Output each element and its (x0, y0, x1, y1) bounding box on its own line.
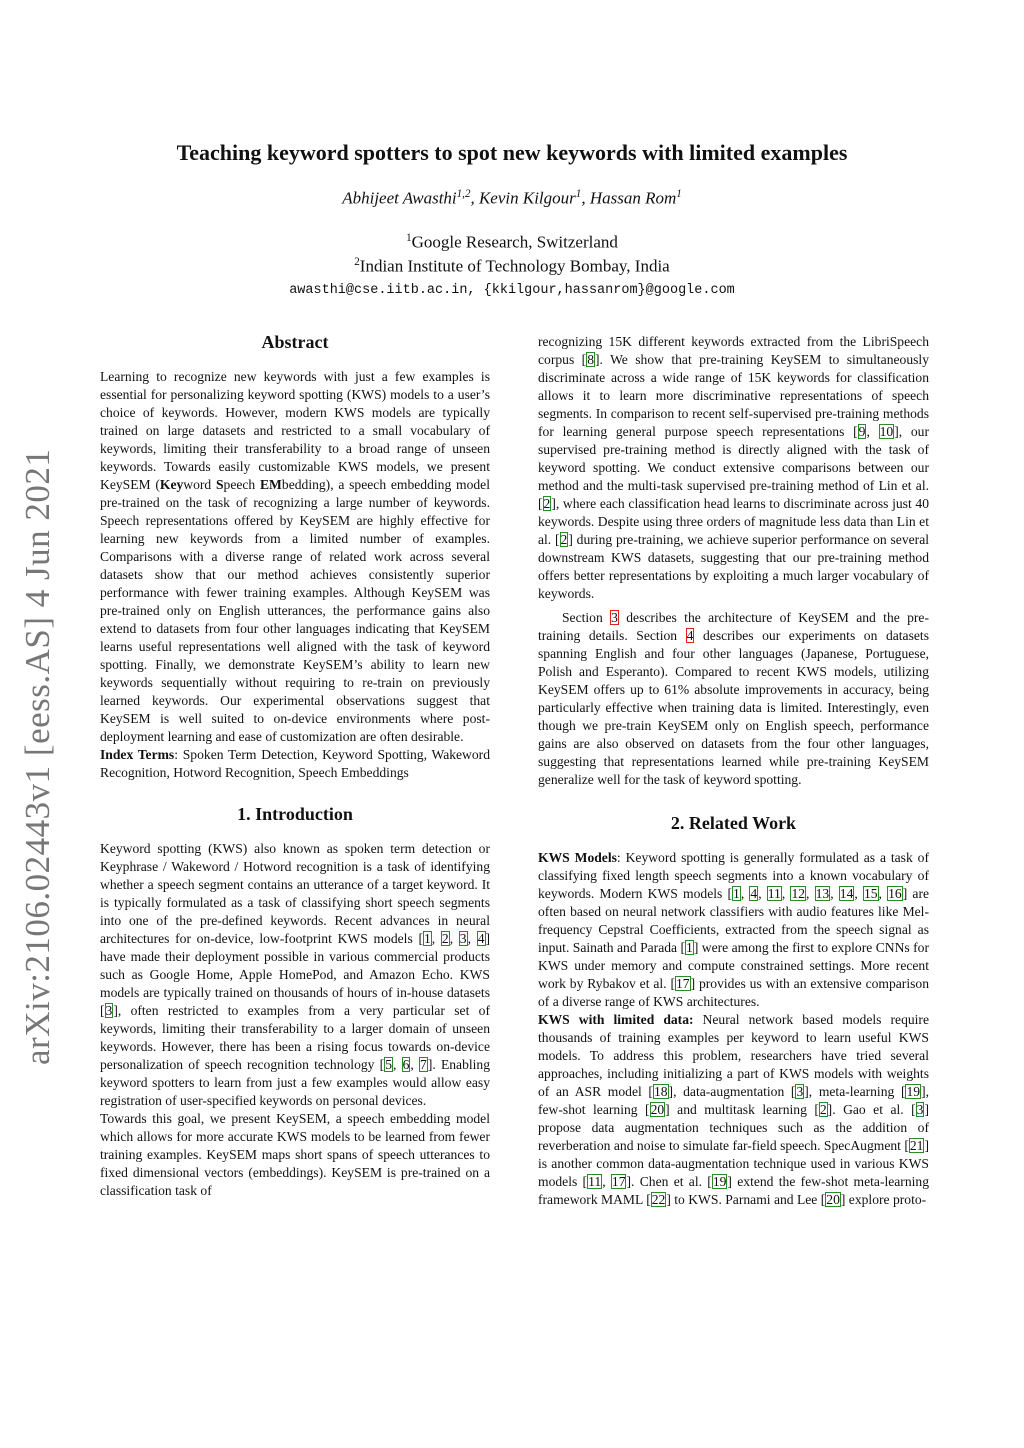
citation-link[interactable]: 12 (791, 886, 806, 901)
citation-link[interactable]: 4 (477, 931, 485, 946)
separator: , (470, 188, 479, 208)
citation-link[interactable]: 11 (588, 1174, 602, 1189)
citation-link[interactable]: 9 (858, 424, 866, 439)
affiliation-2 (0, 256, 1024, 277)
citation-link[interactable]: 3 (916, 1102, 924, 1117)
citation-link[interactable]: 11 (767, 886, 781, 901)
index-terms: Index Terms: Spoken Term Detection, Keyword Spotting, Wakeword Recognition, Hotword Recognition, Speech Embeddings (100, 747, 490, 780)
paper-title: Teaching keyword spotters to spot new keywords with limited examples (176, 140, 848, 165)
left-column (100, 330, 490, 1200)
citation-link[interactable]: 17 (675, 976, 690, 991)
introduction-heading: 1. Introduction (237, 804, 353, 824)
separator: , (581, 188, 590, 208)
intro-paragraph-4: Section 3 describes the architecture of KeySEM and the pre-training details. Section 4 describes our experiments on datasets spanning English and four other languages (Japanese, Portuguese, Polish and Esperanto). Compared to recent KWS models, utilizing KeySEM offers up to 61% absolute improvements in accuracy, being particularly effective when training data is limited. Interestingly, even though we pre-train KeySEM only on English speech, performance gains are also observed on datasets from the four other languages, suggesting that representations learned while pre-training KeySEM generalize well for the task of keyword spotting. (538, 610, 929, 787)
intro-paragraph-1: Keyword spotting (KWS) also known as spoken term detection or Keyphrase / Wakeword / Hotword recognition is a task of identifying whether a speech segment contains an utterance of a target keyword. It is typically formulated as a task of classifying short speech segments into one of the pre-defined keywords. Recent advances in neural architectures for on-device, low-footprint KWS models [1, 2, 3, 4] have made their deployment possible in various commercial products such as Google Home, Apple HomePod, and Amazon Echo. KWS models are typically trained on thousands of hours of in-house datasets [3], often restricted to examples from a very particular set of keywords, limiting their transferability to a larger domain of unseen keywords. However, there has been a rising focus towards on-device personalization of speech recognition technology [5, 6, 7]. Enabling keyword spotters to learn from just a few examples would allow easy registration of user-specified keywords on personal devices. (100, 841, 491, 1108)
affil-text: Google Research, Switzerland (411, 232, 618, 252)
citation-link[interactable]: 1 (423, 931, 431, 946)
affiliation-1 (0, 232, 1024, 253)
author-name: Hassan Rom (589, 188, 677, 208)
abstract-text: Learning to recognize new keywords with just a few examples is essential for personalizing keyword spotting (KWS) models to a user’s choice of keywords. However, modern KWS models are typically trained on large datasets and restricted to a small vocabulary of keywords, limiting their transferability to a broad range of unseen keywords. Towards easily customizable KWS models, we present KeySEM (Keyword Speech EMbedding), a speech embedding model pre-trained on the task of recognizing a large number of keywords. Speech representations offered by KeySEM are highly effective for learning new keywords from a limited number of examples. Comparisons with a diverse range of related work across several datasets show that our method achieves consistently superior performance with fewer training examples. Although KeySEM was pre-trained only on English utterances, the performance gains also extend to datasets from four other languages indicating that KeySEM learns useful representations well aligned with the task of keyword spotting. Finally, we demonstrate KeySEM’s ability to learn new keywords sequentially without requiring to re-train on previously learned keywords. Our experimental observations suggest that KeySEM is well suited to on-device environments where post-deployment learning and ease of customization are often desirable. (100, 369, 490, 744)
citation-link[interactable]: 17 (611, 1174, 626, 1189)
citation-link[interactable]: 3 (796, 1084, 804, 1099)
citation-link[interactable]: 3 (105, 1003, 113, 1018)
citation-link[interactable]: 5 (385, 1057, 392, 1072)
citation-link[interactable]: 13 (815, 886, 830, 901)
citation-link[interactable]: 1 (686, 940, 693, 955)
citation-link[interactable]: 2 (560, 532, 568, 547)
intro-paragraph-3: recognizing 15K different keywords extracted from the LibriSpeech corpus [8]. We show that pre-training KeySEM to simultaneously discriminate across a wide range of 15K keywords for classification allows it to learn more discriminative representations of speech segments. In comparison to recent self-supervised pre-training methods for learning general purpose speech representations [9, 10], our supervised pre-training method is directly aligned with the task of keyword spotting. We conduct extensive comparisons between our method and the multi-task supervised pre-training method of Lin et al. [2], where each classification head learns to discriminate across just 40 keywords. Despite using three orders of magnitude less data than Lin et al. [2] during pre-training, we achieve superior performance on several downstream KWS datasets, suggesting that our pre-training method offers better representations by exploiting a much larger vocabulary of keywords. (538, 334, 930, 601)
citation-link[interactable]: 15 (863, 886, 878, 901)
citation-link[interactable]: 21 (909, 1138, 924, 1153)
citation-link[interactable]: 20 (826, 1192, 840, 1207)
author-list (0, 188, 1024, 209)
citation-link[interactable]: 7 (420, 1057, 427, 1072)
citation-link[interactable]: 19 (712, 1174, 727, 1189)
citation-link[interactable]: 22 (651, 1192, 666, 1207)
citation-link[interactable]: 1 (733, 886, 740, 901)
section-ref-link[interactable]: 3 (611, 610, 618, 625)
right-column (538, 333, 929, 1209)
affil-sup: 1 (406, 232, 412, 244)
citation-link[interactable]: 16 (888, 886, 902, 901)
author-affil-sup: 1 (575, 188, 582, 200)
author-name: Kevin Kilgour (478, 188, 576, 208)
citation-link[interactable]: 4 (750, 886, 758, 901)
citation-link[interactable]: 10 (879, 424, 894, 439)
citation-link[interactable]: 6 (402, 1057, 410, 1072)
affil-sup: 2 (354, 256, 360, 268)
related-work-heading: 2. Related Work (670, 813, 797, 833)
intro-paragraph-2: Towards this goal, we present KeySEM, a speech embedding model which allows for more accurate KWS models to be learned from fewer training examples. KeySEM maps short spans of speech utterances to fixed dimensional vectors (embeddings). KeySEM is pre-trained on a classification task of (100, 1111, 490, 1198)
kws-limited-data-paragraph: KWS with limited data: Neural network based models require thousands of training examples per keyword to learn useful KWS models. To address this problem, researchers have tried several approaches, including initializing a part of KWS models with weights of an ASR model [18], data-augmentation [3], meta-learning [19], few-shot learning [20] and multitask learning [2]. Gao et al. [3] propose data augmentation techniques such as the addition of reverberation and noise to simulate far-field speech. SpecAugment [21] is another common data-augmentation technique used in various KWS models [11, 17]. Chen et al. [19] extend the few-shot meta-learning framework MAML [22] to KWS. Parnami and Lee [20] explore proto- (538, 1012, 930, 1207)
citation-link[interactable]: 14 (839, 886, 854, 901)
author-emails: awasthi@cse.iitb.ac.in, {kkilgour,hassanrom}@google.com (289, 283, 735, 298)
citation-link[interactable]: 2 (819, 1102, 827, 1117)
author-affil-sup: 1 (676, 188, 682, 200)
citation-link[interactable]: 8 (587, 352, 594, 367)
citation-link[interactable]: 20 (650, 1102, 665, 1117)
citation-link[interactable]: 2 (441, 931, 449, 946)
author-affil-sup: 1,2 (456, 188, 471, 200)
citation-link[interactable]: 3 (459, 931, 467, 946)
citation-link[interactable]: 19 (906, 1084, 921, 1099)
abstract-heading: Abstract (261, 332, 329, 352)
citation-link[interactable]: 18 (653, 1084, 668, 1099)
arxiv-stamp: arXiv:2106.02443v1 [eess.AS] 4 Jun 2021 (18, 448, 57, 1065)
author-name: Abhijeet Awasthi (342, 188, 457, 208)
section-ref-link[interactable]: 4 (686, 628, 694, 643)
affil-text: Indian Institute of Technology Bombay, India (359, 256, 670, 276)
kws-models-paragraph: KWS Models: Keyword spotting is generally formulated as a task of classifying fixed length speech segments into a known vocabulary of keywords. Modern KWS models [1, 4, 11, 12, 13, 14, 15, 16] are often based on neural network classifiers with audio features like Mel-frequency Cepstral Coefficients, extracted from the speech signal as input. Sainath and Parada [1] were among the first to explore CNNs for KWS under memory and compute constrained settings. More recent work by Rybakov et al. [17] provides us with an extensive comparison of a diverse range of KWS architectures. (538, 850, 930, 1009)
citation-link[interactable]: 2 (543, 496, 551, 511)
